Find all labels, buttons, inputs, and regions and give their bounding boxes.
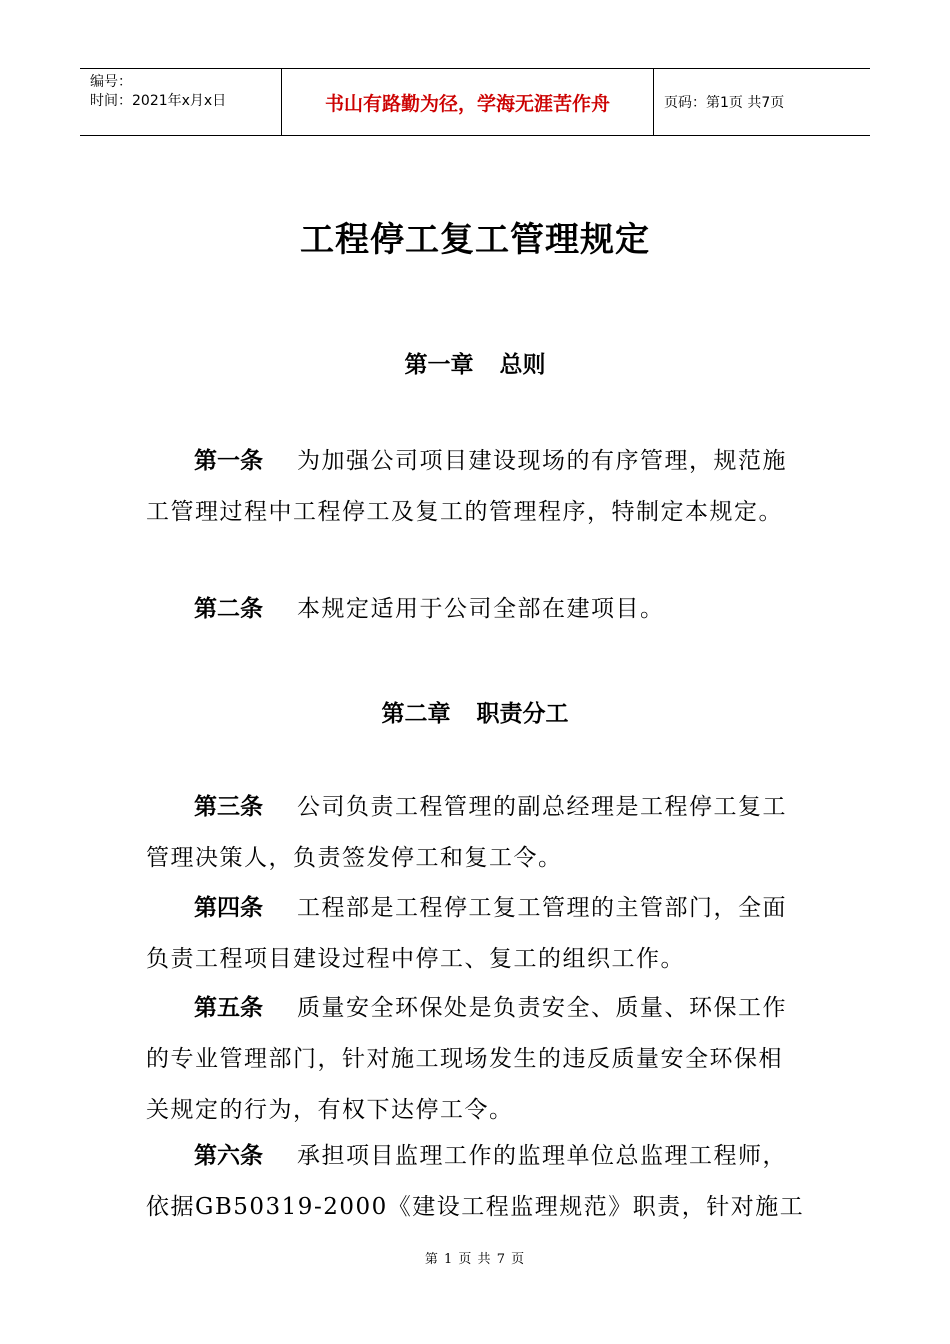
header-motto: 书山有路勤为径，学海无涯苦作舟 [282, 69, 654, 135]
article-label: 第二条 [194, 596, 263, 622]
article-label: 第一条 [194, 448, 263, 474]
article-1 [146, 436, 806, 538]
chapter-label: 第一章 [404, 352, 474, 378]
chapter-heading-1 [0, 346, 950, 379]
article-4 [146, 883, 806, 985]
document-number-label: 编号： [90, 74, 132, 90]
header-meta-cell [80, 69, 282, 135]
header-page-info: 页码：第1页 共7页 [664, 95, 785, 111]
article-3 [146, 782, 806, 884]
article-label: 第五条 [194, 995, 263, 1021]
article-text: 承担项目监理工作的监理单位总监理工程师，依据GB50319-2000《建设工程监理规范》职责，针对施工 [146, 1143, 805, 1220]
article-text: 工程部是工程停工复工管理的主管部门，全面负责工程项目建设过程中停工、复工的组织工作。 [146, 895, 787, 972]
article-text: 公司负责工程管理的副总经理是工程停工复工管理决策人，负责签发停工和复工令。 [146, 794, 787, 871]
article-text: 为加强公司项目建设现场的有序管理，规范施工管理过程中工程停工及复工的管理程序，特制定本规定。 [146, 448, 787, 525]
document-time-label: 时间：2021年x月x日 [90, 93, 227, 109]
article-label: 第六条 [194, 1143, 263, 1169]
article-text: 质量安全环保处是负责安全、质量、环保工作的专业管理部门，针对施工现场发生的违反质量安全环保相关规定的行为，有权下达停工令。 [146, 995, 787, 1123]
chapter-name: 职责分工 [476, 701, 569, 727]
header-table [80, 68, 870, 136]
article-text: 本规定适用于公司全部在建项目。 [297, 596, 665, 622]
chapter-label: 第二章 [381, 701, 451, 727]
document-title: 工程停工复工管理规定 [300, 220, 650, 260]
page-footer: 第 1 页 共 7 页 [424, 1252, 526, 1267]
chapter-name: 总则 [499, 352, 546, 378]
article-5 [146, 983, 806, 1136]
article-6 [146, 1131, 806, 1233]
article-2 [146, 584, 806, 635]
article-label: 第三条 [194, 794, 263, 820]
chapter-heading-2 [0, 695, 950, 728]
article-label: 第四条 [194, 895, 263, 921]
